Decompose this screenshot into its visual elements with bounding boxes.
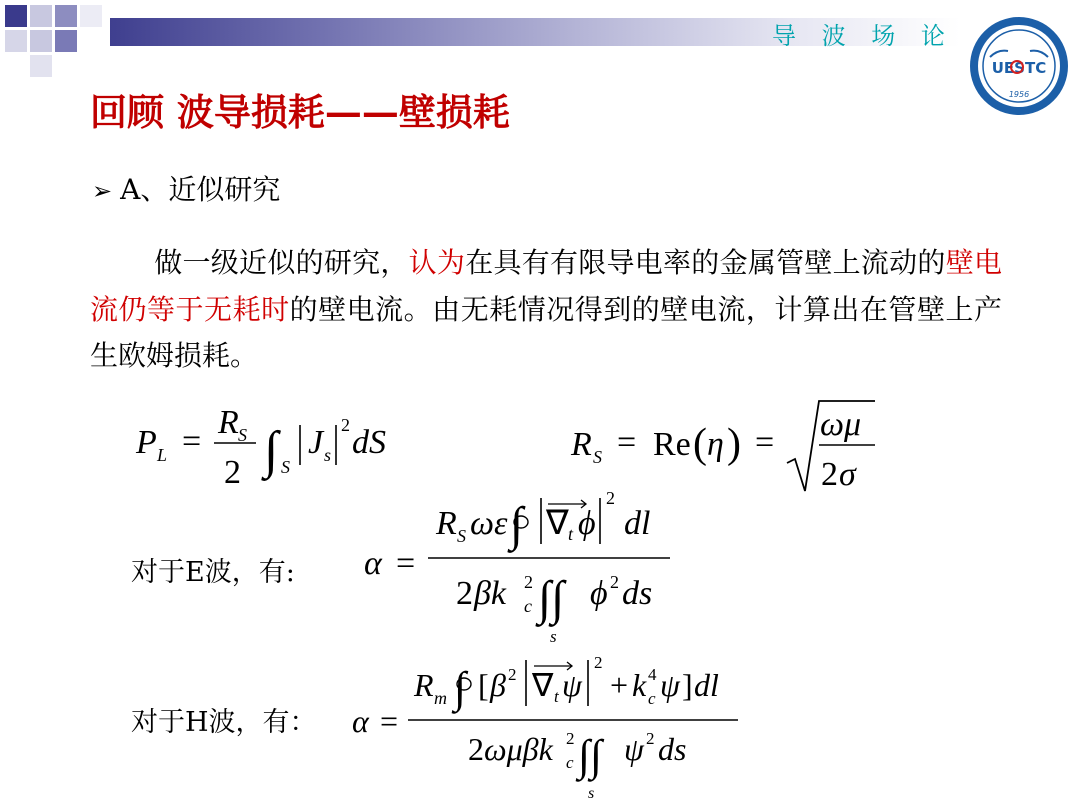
svg-text:t: t xyxy=(554,687,559,706)
decor-square xyxy=(5,30,27,52)
svg-text:βk: βk xyxy=(474,575,507,612)
paragraph-emphasis: 壁电流仍等于无耗时 xyxy=(90,246,1002,326)
svg-text:R: R xyxy=(414,667,434,703)
svg-text:β: β xyxy=(490,667,506,703)
svg-text:s: s xyxy=(550,627,557,646)
paragraph-text: 做一级近似的研究， xyxy=(154,246,409,279)
slide-title: 回顾 波导损耗——壁损耗 xyxy=(90,90,510,134)
decor-square xyxy=(30,5,52,27)
svg-text:ϕ: ϕ xyxy=(590,575,608,612)
svg-text:2: 2 xyxy=(524,572,533,592)
logo-text: UESTC xyxy=(991,59,1047,77)
svg-text:2: 2 xyxy=(821,456,838,493)
svg-text:s: s xyxy=(588,785,595,802)
svg-text:S: S xyxy=(457,526,466,546)
svg-text:η: η xyxy=(707,426,724,463)
e-wave-label: 对于E波，有: xyxy=(131,557,295,588)
svg-text:m: m xyxy=(434,688,447,708)
svg-text:α: α xyxy=(352,703,369,739)
svg-text:L: L xyxy=(157,445,168,465)
svg-text:=: = xyxy=(617,424,637,461)
svg-text:s: s xyxy=(324,445,332,465)
svg-text:ψ: ψ xyxy=(562,667,582,703)
svg-text:∇: ∇ xyxy=(532,667,554,703)
svg-text:∫: ∫ xyxy=(454,663,467,712)
svg-text:(: ( xyxy=(693,421,707,467)
svg-text:2: 2 xyxy=(646,729,655,748)
svg-text:∫∫: ∫∫ xyxy=(578,731,603,780)
svg-text:S: S xyxy=(238,425,247,445)
uestc-logo xyxy=(968,15,1070,117)
svg-text:]: ] xyxy=(682,667,693,703)
svg-text:=: = xyxy=(380,703,399,739)
formula-alpha-e-wave xyxy=(360,482,680,652)
svg-text:dl: dl xyxy=(694,667,719,703)
svg-text:2: 2 xyxy=(594,653,603,672)
svg-text:ωμβk: ωμβk xyxy=(484,731,553,767)
svg-text:[: [ xyxy=(478,667,489,703)
svg-text:=: = xyxy=(755,424,775,461)
svg-text:R: R xyxy=(571,426,592,463)
formula-alpha-h-wave xyxy=(348,650,743,808)
svg-text:=: = xyxy=(182,423,202,460)
svg-text:c: c xyxy=(524,596,532,616)
svg-text:ψ: ψ xyxy=(624,731,644,767)
svg-text:ωε: ωε xyxy=(470,505,508,542)
formula-power-loss xyxy=(130,395,430,495)
decor-square xyxy=(55,30,77,52)
h-wave-label: 对于H波，有： xyxy=(131,707,317,738)
decor-square xyxy=(30,55,52,77)
decor-square xyxy=(30,30,52,52)
section-bullet xyxy=(92,168,280,208)
body-paragraph xyxy=(90,240,1002,380)
svg-text:2: 2 xyxy=(508,665,517,684)
svg-text:∫∫: ∫∫ xyxy=(538,572,565,625)
svg-text:2: 2 xyxy=(610,572,619,592)
svg-text:ψ: ψ xyxy=(660,667,680,703)
svg-text:dS: dS xyxy=(352,424,386,461)
svg-text:dl: dl xyxy=(624,505,651,542)
svg-text:k: k xyxy=(632,667,647,703)
paragraph-text: 的壁电流。由无耗情况得到的壁电流，计算出在管壁上产生欧姆损耗。 xyxy=(90,292,1002,372)
svg-text:t: t xyxy=(568,524,574,544)
svg-text:∫: ∫ xyxy=(510,498,524,551)
svg-text:): ) xyxy=(727,421,741,467)
svg-text:ωμ: ωμ xyxy=(820,406,862,443)
svg-text:+: + xyxy=(610,667,629,703)
decor-square xyxy=(5,5,27,27)
svg-text:J: J xyxy=(308,424,324,461)
svg-text:ds: ds xyxy=(658,731,687,767)
course-title: 导 波 场 论 xyxy=(772,22,954,50)
svg-text:Re: Re xyxy=(653,426,691,463)
section-label: A、近似研究 xyxy=(120,173,281,206)
svg-text:c: c xyxy=(566,753,574,772)
svg-text:4: 4 xyxy=(648,665,657,684)
svg-text:ds: ds xyxy=(622,575,653,612)
svg-text:σ: σ xyxy=(839,456,856,493)
svg-text:R: R xyxy=(436,505,457,542)
logo-year: 1956 xyxy=(1008,90,1030,99)
svg-text:2: 2 xyxy=(456,575,473,612)
svg-text:S: S xyxy=(281,457,290,477)
arrow-bullet-icon: ➢ xyxy=(92,177,113,205)
svg-text:2: 2 xyxy=(224,454,241,491)
svg-text:S: S xyxy=(593,447,602,467)
decor-square xyxy=(80,5,102,27)
svg-text:2: 2 xyxy=(606,488,615,508)
decor-square xyxy=(55,5,77,27)
svg-text:2: 2 xyxy=(468,731,484,767)
svg-text:=: = xyxy=(396,545,416,582)
svg-text:R: R xyxy=(218,404,239,441)
svg-text:2: 2 xyxy=(341,415,350,435)
svg-text:P: P xyxy=(136,424,157,461)
svg-text:c: c xyxy=(648,689,656,708)
paragraph-text: 在具有有限导电率的金属管壁上流动的 xyxy=(465,246,946,279)
svg-text:ϕ: ϕ xyxy=(578,505,596,542)
svg-text:2: 2 xyxy=(566,729,575,748)
svg-text:α: α xyxy=(364,545,382,582)
svg-text:∫: ∫ xyxy=(264,422,279,479)
svg-text:∇: ∇ xyxy=(546,505,569,542)
paragraph-emphasis: 认为 xyxy=(408,246,466,279)
